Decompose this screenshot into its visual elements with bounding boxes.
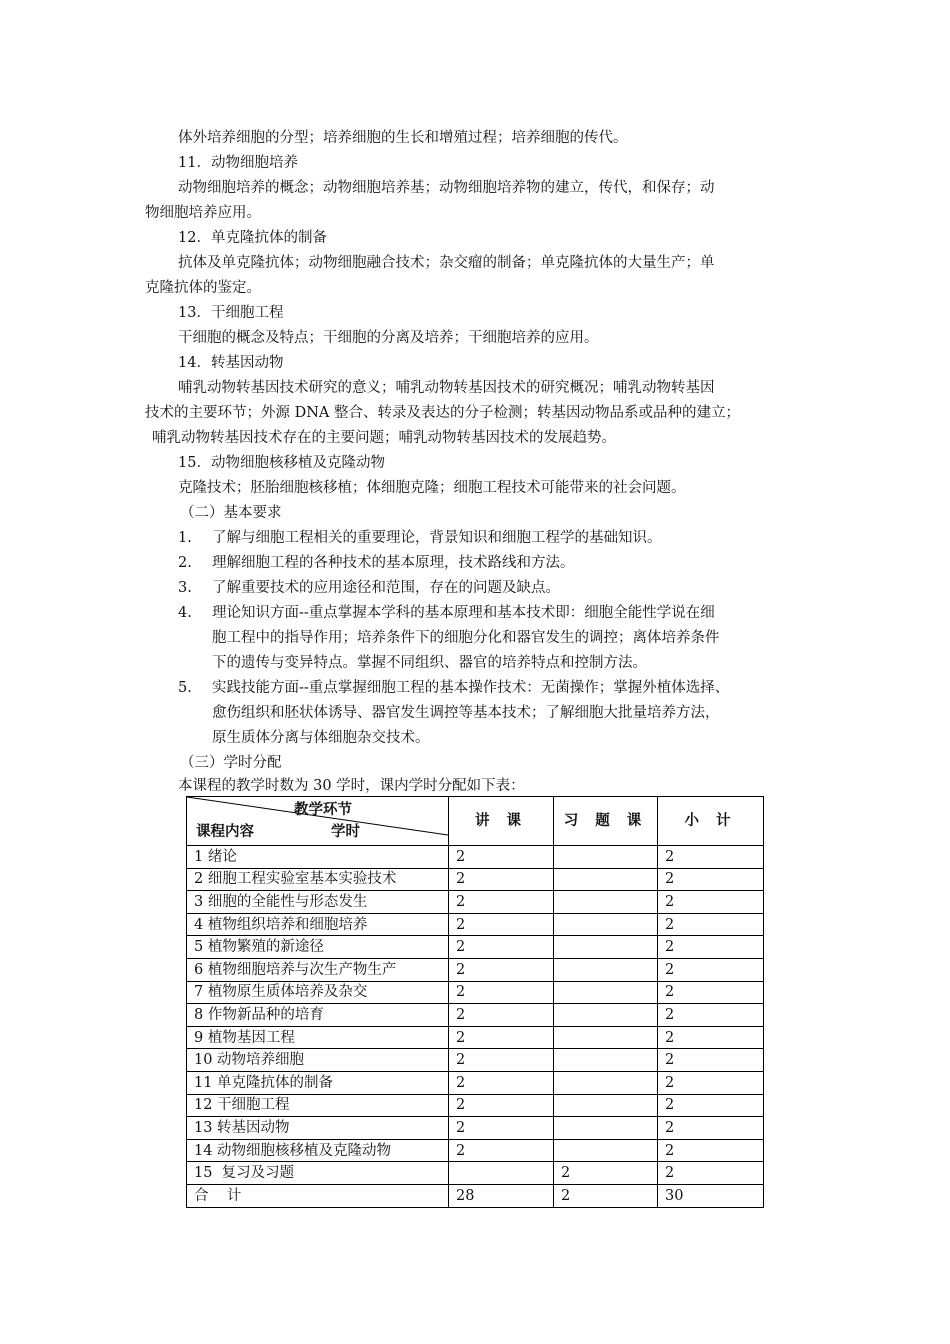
subtotal-cell: 2 [658, 913, 764, 936]
lecture-hours-cell: 2 [449, 981, 554, 1004]
lecture-hours-cell: 2 [449, 913, 554, 936]
header-lecture: 讲 课 [449, 797, 554, 846]
header-hours: 学时 [331, 823, 360, 840]
exercise-hours-cell [554, 1026, 658, 1049]
list-item: 实践技能方面--重点掌握细胞工程的基本操作技术：无菌操作；掌握外植体选择、 [212, 680, 730, 696]
exercise-hours-cell [554, 958, 658, 981]
course-content-cell: 合 计 [187, 1184, 449, 1207]
lecture-hours-cell: 2 [449, 958, 554, 981]
table-row [187, 1117, 764, 1140]
table-row [187, 936, 764, 959]
table-row [187, 1071, 764, 1094]
exercise-hours-cell: 2 [554, 1162, 658, 1185]
list-item-continuation: 愈伤组织和胚状体诱导、器官发生调控等基本技术；了解细胞大批量培养方法， [212, 705, 720, 721]
exercise-hours-cell [554, 981, 658, 1004]
subtotal-cell: 2 [658, 868, 764, 891]
course-content-cell: 7 植物原生质体培养及杂交 [187, 981, 449, 1004]
header-subtotal: 小 计 [658, 797, 764, 846]
lecture-hours-cell: 2 [449, 846, 554, 869]
course-content-cell: 11 单克隆抗体的制备 [187, 1071, 449, 1094]
text-line: 动物细胞培养的概念；动物细胞培养基；动物细胞培养物的建立，传代，和保存；动 [178, 180, 715, 196]
lecture-hours-cell: 2 [449, 1117, 554, 1140]
text-line: 技术的主要环节；外源 DNA 整合、转录及表达的分子检测；转基因动物品系或品种的建立； [145, 405, 740, 421]
subtotal-cell: 2 [658, 1162, 764, 1185]
table-row [187, 891, 764, 914]
course-content-cell: 8 作物新品种的培育 [187, 1004, 449, 1027]
list-number: 3. [178, 580, 192, 596]
table-row [187, 958, 764, 981]
lecture-hours-cell: 28 [449, 1184, 554, 1207]
lecture-hours-cell: 2 [449, 1004, 554, 1027]
course-content-cell: 13 转基因动物 [187, 1117, 449, 1140]
text-line: 本课程的教学时数为 30 学时，课内学时分配如下表： [178, 778, 525, 794]
list-number: 5. [178, 680, 192, 696]
course-content-cell: 5 植物繁殖的新途径 [187, 936, 449, 959]
header-exercise: 习 题 课 [554, 797, 658, 846]
subtotal-cell: 2 [658, 1004, 764, 1027]
table-row [187, 1026, 764, 1049]
text-line: 哺乳动物转基因技术存在的主要问题；哺乳动物转基因技术的发展趋势。 [152, 430, 616, 446]
table-row [187, 1004, 764, 1027]
text-line: 体外培养细胞的分型；培养细胞的生长和增殖过程；培养细胞的传代。 [178, 130, 628, 146]
course-content-cell: 2 细胞工程实验室基本实验技术 [187, 868, 449, 891]
course-content-cell: 9 植物基因工程 [187, 1026, 449, 1049]
lecture-hours-cell: 2 [449, 1139, 554, 1162]
subtotal-cell: 2 [658, 1094, 764, 1117]
course-content-cell: 1 绪论 [187, 846, 449, 869]
exercise-hours-cell [554, 913, 658, 936]
text-line: 哺乳动物转基因技术研究的意义；哺乳动物转基因技术的研究概况；哺乳动物转基因 [178, 380, 715, 396]
subsection-heading: （三）学时分配 [180, 755, 282, 771]
table-row [187, 981, 764, 1004]
exercise-hours-cell [554, 1117, 658, 1140]
list-item: 理解细胞工程的各种技术的基本原理，技术路线和方法。 [212, 555, 575, 571]
list-item-continuation: 下的遗传与变异特点。掌握不同组织、器官的培养特点和控制方法。 [212, 655, 647, 671]
lecture-hours-cell: 2 [449, 891, 554, 914]
table-row [187, 868, 764, 891]
section-heading: 11．动物细胞培养 [178, 155, 298, 171]
lecture-hours-cell: 2 [449, 1071, 554, 1094]
section-heading: 12．单克隆抗体的制备 [178, 230, 327, 246]
table-header-row [187, 797, 764, 846]
course-content-cell: 15 复习及习题 [187, 1162, 449, 1185]
text-line: 克隆技术；胚胎细胞核移植；体细胞克隆；细胞工程技术可能带来的社会问题。 [178, 480, 686, 496]
exercise-hours-cell [554, 1071, 658, 1094]
header-teaching-section: 教学环节 [294, 801, 352, 818]
list-number: 1. [178, 530, 192, 546]
list-item: 了解重要技术的应用途径和范围，存在的问题及缺点。 [212, 580, 560, 596]
course-content-cell: 3 细胞的全能性与形态发生 [187, 891, 449, 914]
subtotal-cell: 2 [658, 981, 764, 1004]
exercise-hours-cell [554, 1004, 658, 1027]
exercise-hours-cell: 2 [554, 1184, 658, 1207]
subsection-heading: （二）基本要求 [180, 505, 282, 521]
exercise-hours-cell [554, 1094, 658, 1117]
table-row [187, 913, 764, 936]
diagonal-header-cell [187, 797, 449, 846]
course-content-cell: 10 动物培养细胞 [187, 1049, 449, 1072]
section-heading: 15．动物细胞核移植及克隆动物 [178, 455, 385, 471]
exercise-hours-cell [554, 891, 658, 914]
list-item: 了解与细胞工程相关的重要理论，背景知识和细胞工程学的基础知识。 [212, 530, 662, 546]
exercise-hours-cell [554, 1139, 658, 1162]
course-content-cell: 14 动物细胞核移植及克隆动物 [187, 1139, 449, 1162]
subtotal-cell: 2 [658, 1071, 764, 1094]
exercise-hours-cell [554, 936, 658, 959]
exercise-hours-cell [554, 1049, 658, 1072]
subtotal-cell: 2 [658, 846, 764, 869]
exercise-hours-cell [554, 846, 658, 869]
subtotal-cell: 2 [658, 1026, 764, 1049]
list-item: 理论知识方面--重点掌握本学科的基本原理和基本技术即：细胞全能性学说在细 [212, 605, 715, 621]
table-row [187, 1139, 764, 1162]
subtotal-cell: 2 [658, 1117, 764, 1140]
list-item-continuation: 胞工程中的指导作用；培养条件下的细胞分化和器官发生的调控；离体培养条件 [212, 630, 720, 646]
subtotal-cell: 2 [658, 958, 764, 981]
lecture-hours-cell: 2 [449, 1026, 554, 1049]
list-item-continuation: 原生质体分离与体细胞杂交技术。 [212, 730, 430, 746]
subtotal-cell: 2 [658, 891, 764, 914]
subtotal-cell: 2 [658, 1049, 764, 1072]
course-content-cell: 12 干细胞工程 [187, 1094, 449, 1117]
table-body [187, 846, 764, 1208]
lecture-hours-cell [449, 1162, 554, 1185]
text-line: 干细胞的概念及特点；干细胞的分离及培养；干细胞培养的应用。 [178, 330, 599, 346]
total-row [187, 1184, 764, 1207]
table-row [187, 1094, 764, 1117]
lecture-hours-cell: 2 [449, 868, 554, 891]
hours-table [186, 796, 764, 1208]
text-line: 克隆抗体的鉴定。 [145, 280, 261, 296]
table-row [187, 1049, 764, 1072]
list-number: 2. [178, 555, 192, 571]
lecture-hours-cell: 2 [449, 1049, 554, 1072]
subtotal-cell: 30 [658, 1184, 764, 1207]
header-course-content: 课程内容 [196, 823, 254, 840]
course-content-cell: 6 植物细胞培养与次生产物生产 [187, 958, 449, 981]
lecture-hours-cell: 2 [449, 936, 554, 959]
section-heading: 14．转基因动物 [178, 355, 284, 371]
course-content-cell: 4 植物组织培养和细胞培养 [187, 913, 449, 936]
subtotal-cell: 2 [658, 1139, 764, 1162]
text-line: 物细胞培养应用。 [145, 205, 261, 221]
table-row [187, 1162, 764, 1185]
table-row [187, 846, 764, 869]
lecture-hours-cell: 2 [449, 1094, 554, 1117]
exercise-hours-cell [554, 868, 658, 891]
list-number: 4. [178, 605, 192, 621]
text-line: 抗体及单克隆抗体；动物细胞融合技术；杂交瘤的制备；单克隆抗体的大量生产；单 [178, 255, 715, 271]
subtotal-cell: 2 [658, 936, 764, 959]
section-heading: 13．干细胞工程 [178, 305, 284, 321]
